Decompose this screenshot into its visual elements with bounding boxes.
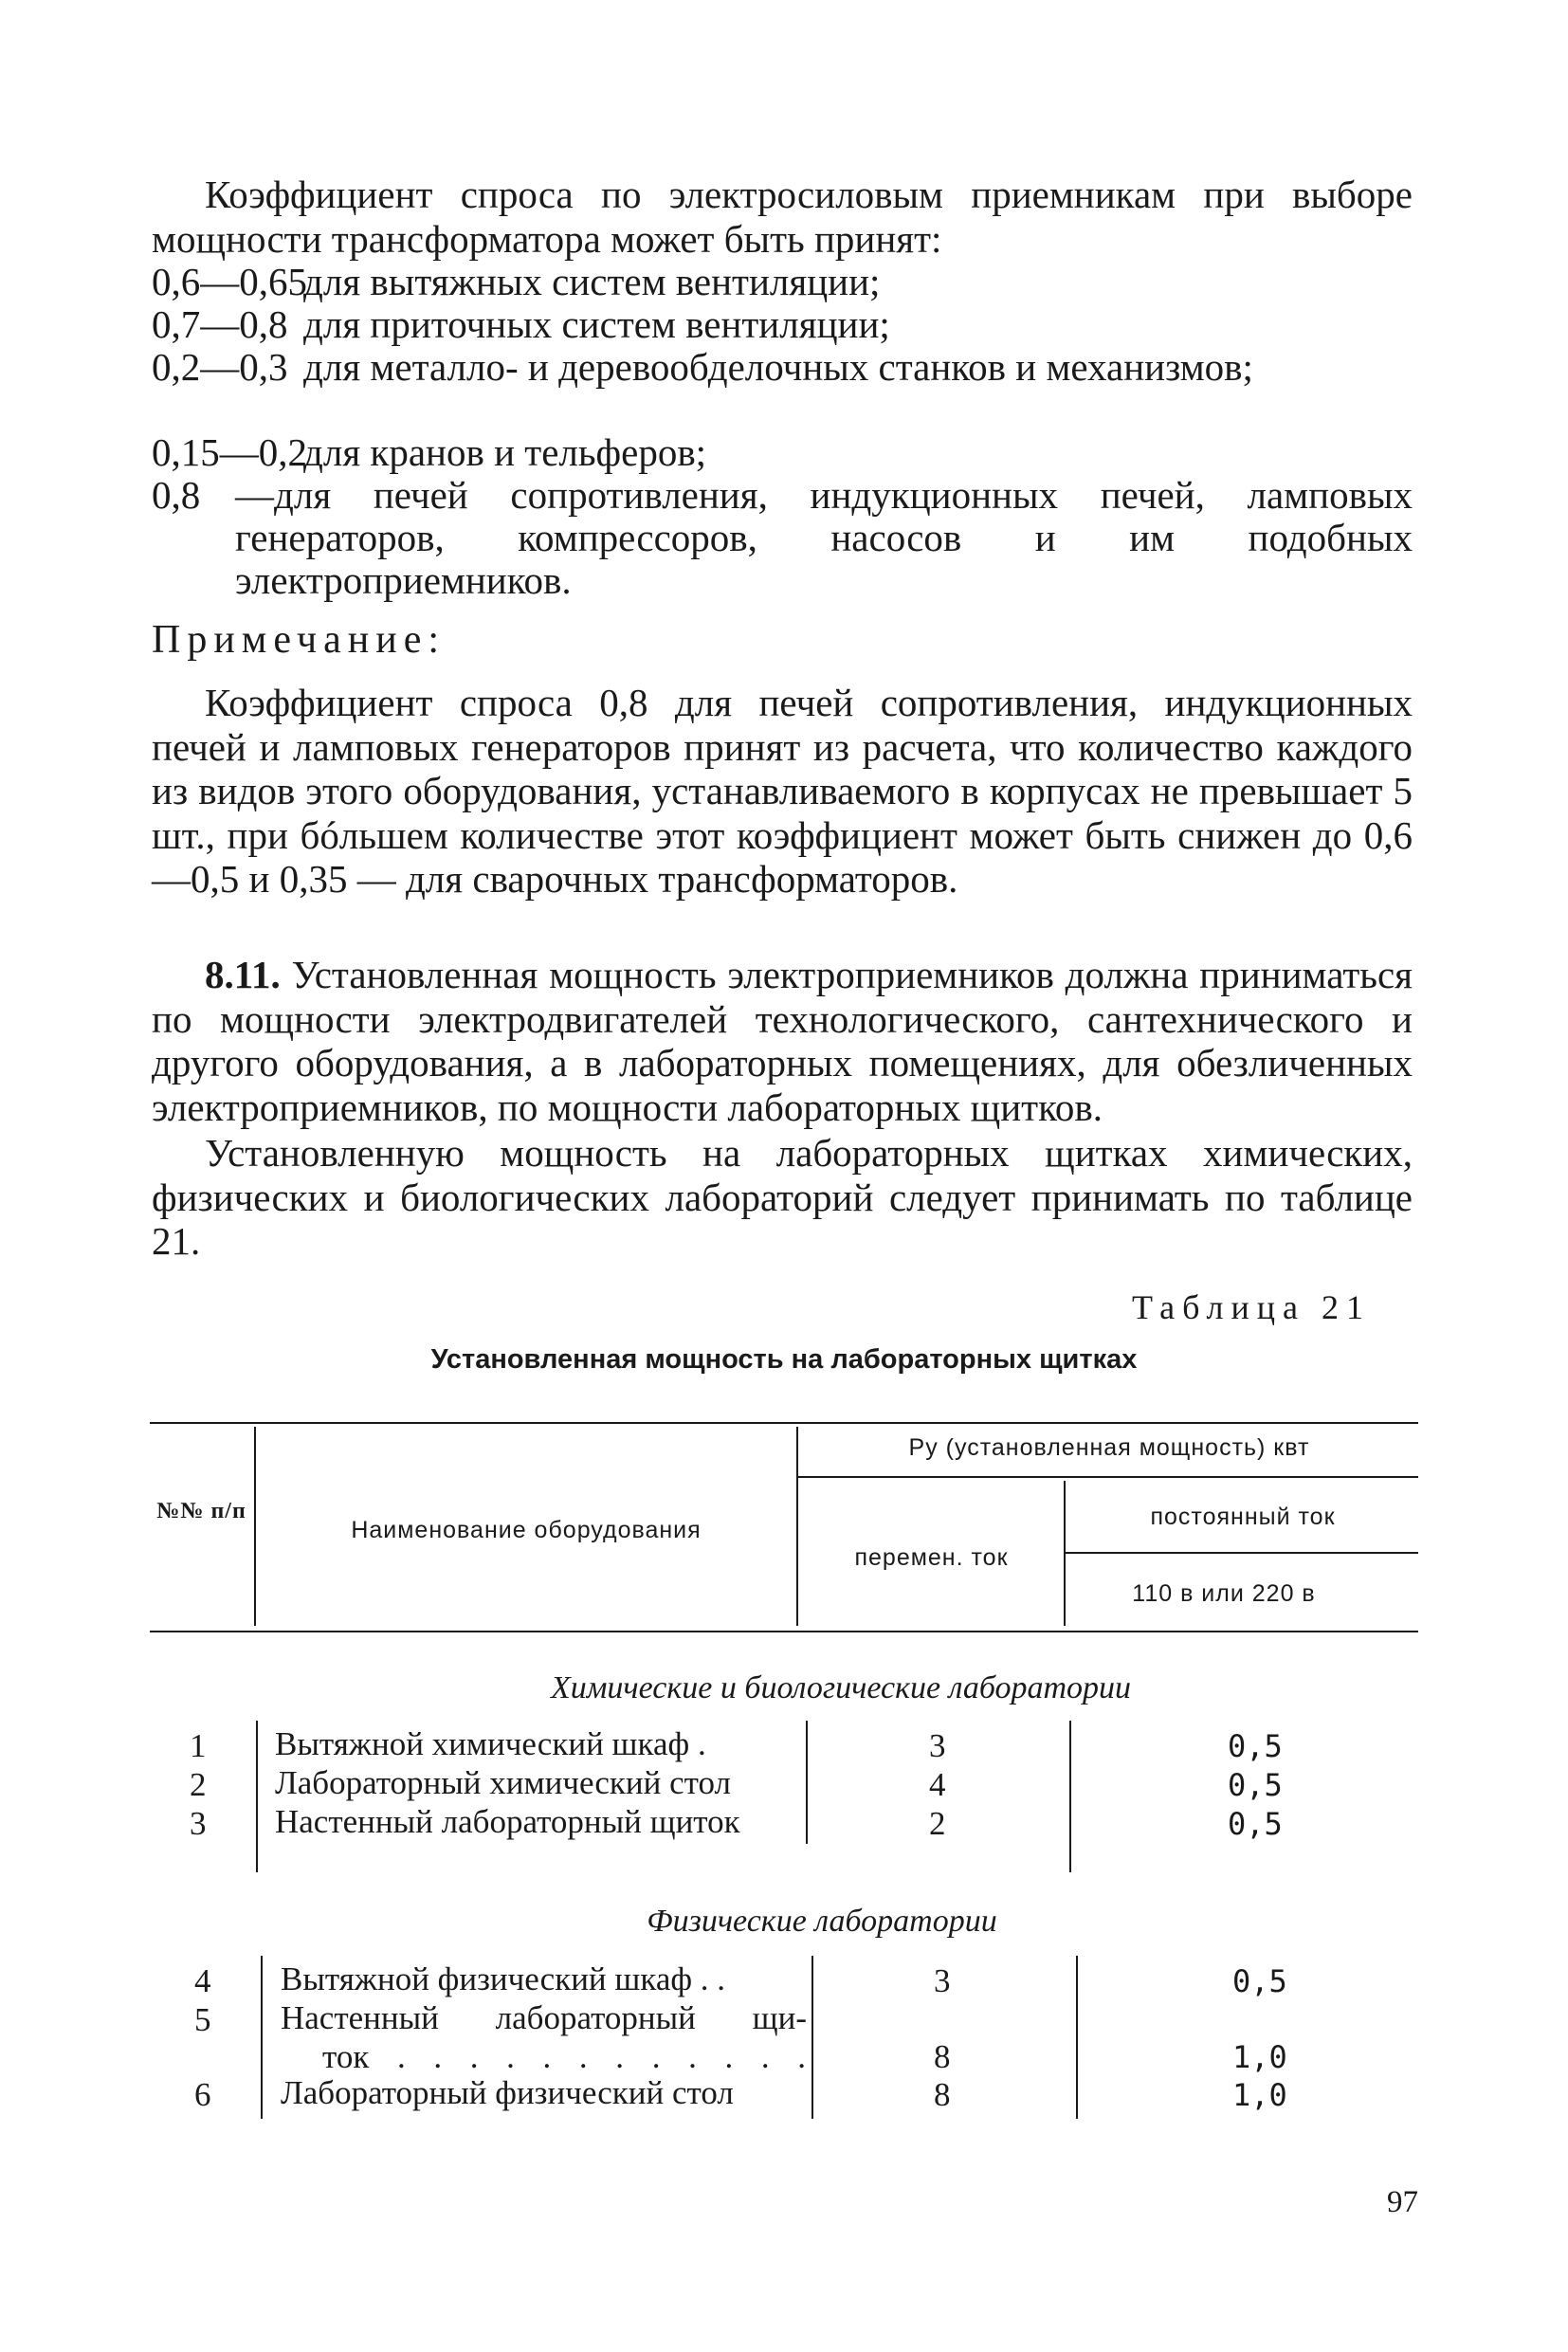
table-section-title: Химические и биологические лаборатории bbox=[550, 1670, 1132, 1705]
row-dc: 0,5 bbox=[1232, 1963, 1287, 1999]
table-body-divider bbox=[811, 1956, 813, 2119]
table-body-divider bbox=[261, 1956, 263, 2119]
intro-text: Коэффициент спроса по электросиловым приемникам при выборе мощности трансформатора может быть принят: bbox=[152, 173, 1413, 261]
table-col-divider bbox=[254, 1427, 256, 1626]
row-ac: 3 bbox=[929, 1727, 946, 1764]
coefficient-value: 0,8 bbox=[152, 473, 201, 517]
table-title: Установленная мощность на лабораторных щитках bbox=[430, 1344, 1138, 1375]
coefficient-item bbox=[152, 303, 1413, 346]
row-ac: 2 bbox=[929, 1805, 946, 1842]
row-dc: 0,5 bbox=[1228, 1728, 1283, 1764]
note-paragraph bbox=[152, 681, 1413, 902]
coefficient-value: 0,2—0,3 bbox=[152, 345, 288, 389]
page-number: 97 bbox=[1387, 2185, 1418, 2219]
header-dc-voltage: 110 в или 220 в bbox=[1132, 1580, 1316, 1607]
followup-paragraph bbox=[152, 1131, 1413, 1264]
row-ac: 8 bbox=[934, 2076, 951, 2113]
row-name: Лабораторный химический стол bbox=[275, 1764, 732, 1801]
coefficient-value: 0,7—0,8 bbox=[152, 302, 288, 346]
note-heading: Примечание: bbox=[152, 618, 447, 662]
coefficient-item bbox=[152, 261, 1413, 303]
table-header-bottom-rule bbox=[150, 1631, 1418, 1632]
table-subheader-rule bbox=[1066, 1552, 1418, 1554]
section-number: 8.11. bbox=[205, 953, 281, 996]
row-dc: 0,5 bbox=[1228, 1806, 1283, 1842]
coefficient-value: 0,15—0,2 bbox=[152, 430, 307, 474]
header-power-group: Ру (установленная мощность) квт bbox=[908, 1434, 1310, 1461]
table-top-rule bbox=[150, 1422, 1418, 1424]
row-dc: 1,0 bbox=[1232, 2077, 1287, 2113]
row-ac: 4 bbox=[929, 1766, 946, 1803]
table-body-divider bbox=[806, 1721, 808, 1844]
header-number: №№ п/п bbox=[156, 1499, 246, 1523]
table-subheader-rule bbox=[798, 1476, 1418, 1478]
row-number: 2 bbox=[190, 1766, 207, 1803]
header-ac: перемен. ток bbox=[854, 1544, 1009, 1571]
row-name: Вытяжной физический шкаф . . bbox=[281, 1960, 726, 1997]
coefficient-text: для приточных систем вентиляции; bbox=[303, 302, 890, 346]
row-name: Лабораторный физический стол bbox=[281, 2074, 734, 2111]
coefficient-text: для кранов и тельферов; bbox=[303, 430, 707, 474]
coefficient-value: 0,6—0,65 bbox=[152, 260, 307, 303]
row-number: 4 bbox=[194, 1962, 211, 1999]
table-col-divider bbox=[796, 1427, 798, 1626]
row-dc: 1,0 bbox=[1232, 2039, 1287, 2075]
row-ac: 3 bbox=[934, 1962, 951, 1999]
row-number: 5 bbox=[194, 2001, 211, 2038]
row-ac: 8 bbox=[934, 2038, 951, 2075]
coefficient-item bbox=[152, 474, 1413, 602]
row-name-line1: Настенный лабораторный щи- bbox=[281, 1999, 807, 2036]
followup-text: Установленную мощность на лабораторных щитках химических, физических и биологических лабораторий следует принимать по таблице 21. bbox=[152, 1131, 1413, 1263]
table-caption: Таблица 21 bbox=[1132, 1288, 1371, 1326]
table-body-divider bbox=[1076, 1956, 1078, 2119]
row-number: 1 bbox=[190, 1727, 207, 1764]
coefficient-item bbox=[152, 346, 1413, 389]
table-section-title: Физические лаборатории bbox=[647, 1904, 997, 1939]
coefficient-text: —для печей сопротивления, индукционных печей, ламповых генераторов, компрессоров, насосов и им подобных электроприемников. bbox=[235, 473, 1413, 602]
intro-paragraph bbox=[152, 173, 1413, 261]
row-name: Настенный лабораторный щиток bbox=[275, 1803, 740, 1840]
coefficient-text: для вытяжных систем вентиляции; bbox=[303, 260, 881, 303]
coefficient-text: для металло- и деревообделочных станков и механизмов; bbox=[303, 345, 1253, 389]
section-paragraph bbox=[152, 953, 1413, 1129]
note-text: Коэффициент спроса 0,8 для печей сопротивления, индукционных печей и ламповых генераторов принят из расчета, что количество каждого из видов этого оборудования, устанавливаемого в корпусах не превышает 5 шт., при бóльшем количестве этот коэффициент может быть снижен до 0,6—0,5 и 0,35 — для сварочных трансформаторов. bbox=[152, 681, 1413, 901]
header-name: Наименование оборудования bbox=[351, 1517, 702, 1543]
row-number: 3 bbox=[190, 1805, 207, 1842]
section-text: Установленная мощность электроприемников должна приниматься по мощности электродвигателей технологического, сантехнического и другого оборудования, а в лабораторных помещениях, для обезличенных электроприемников, по мощности лабораторных щитков. bbox=[152, 953, 1413, 1129]
row-dc: 0,5 bbox=[1228, 1767, 1283, 1803]
header-dc: постоянный ток bbox=[1150, 1504, 1336, 1530]
row-name: Вытяжной химический шкаф . bbox=[275, 1725, 706, 1762]
table-body-divider bbox=[1069, 1721, 1071, 1872]
table-body-divider bbox=[256, 1721, 258, 1872]
coefficient-item bbox=[152, 431, 1413, 474]
row-name-line2: ток . . . . . . . . . . . . bbox=[322, 2038, 806, 2075]
row-number: 6 bbox=[194, 2076, 211, 2113]
